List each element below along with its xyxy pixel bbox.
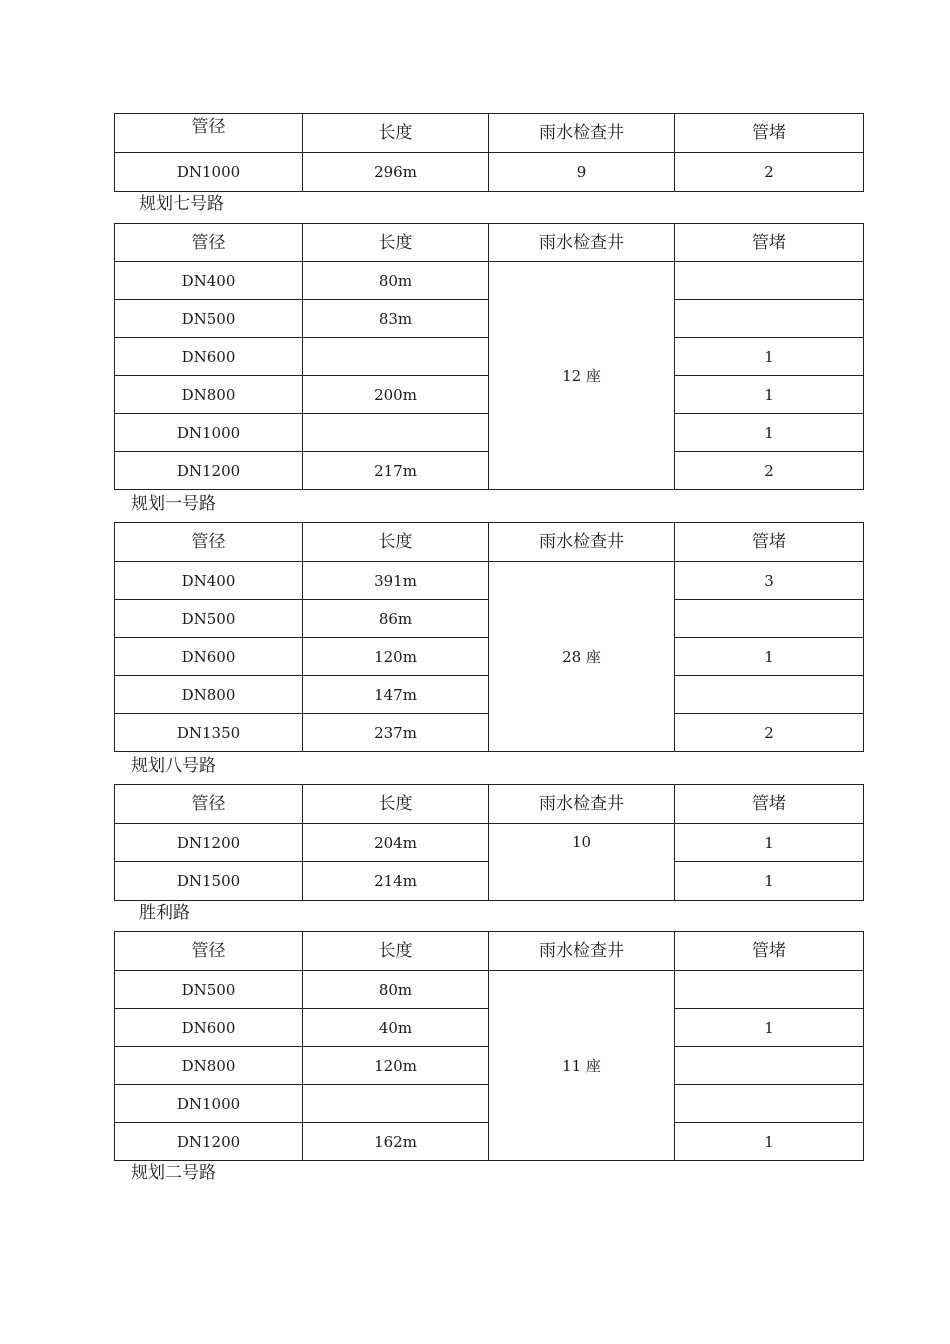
cell-plug [675, 1085, 864, 1123]
header-manhole: 雨水检查井 [489, 114, 675, 153]
cell-diameter: DN500 [115, 600, 303, 638]
cell-length: 204m [303, 824, 489, 862]
header-plug: 管堵 [675, 224, 864, 262]
table-row [115, 562, 864, 600]
cell-manhole [489, 824, 675, 901]
table-row [115, 262, 864, 300]
road-caption: 规划一号路 [131, 494, 216, 514]
road-caption: 规划二号路 [131, 1163, 216, 1183]
header-length: 长度 [303, 785, 489, 824]
cell-length: 296m [303, 153, 489, 192]
table-header-row [115, 785, 864, 824]
cell-manhole: 12 座 [489, 262, 675, 490]
cell-plug [675, 1047, 864, 1085]
header-plug: 管堵 [675, 932, 864, 971]
table-header-row [115, 224, 864, 262]
cell-plug [675, 300, 864, 338]
cell-length: 217m [303, 452, 489, 490]
cell-plug [675, 971, 864, 1009]
cell-length: 40m [303, 1009, 489, 1047]
manhole-count: 10 [571, 833, 592, 851]
cell-plug: 1 [675, 414, 864, 452]
header-plug: 管堵 [675, 523, 864, 562]
cell-length: 162m [303, 1123, 489, 1161]
table-row [115, 824, 864, 862]
header-plug: 管堵 [675, 785, 864, 824]
cell-length: 86m [303, 600, 489, 638]
cell-plug: 1 [675, 376, 864, 414]
cell-diameter: DN600 [115, 638, 303, 676]
cell-manhole: 9 [489, 153, 675, 192]
cell-plug: 2 [675, 153, 864, 192]
header-manhole: 雨水检查井 [489, 523, 675, 562]
cell-diameter: DN600 [115, 1009, 303, 1047]
table-header-row [115, 114, 864, 153]
cell-length: 147m [303, 676, 489, 714]
cell-diameter: DN1200 [115, 824, 303, 862]
header-manhole: 雨水检查井 [489, 785, 675, 824]
table-row [115, 153, 864, 192]
cell-length: 200m [303, 376, 489, 414]
header-manhole: 雨水检查井 [489, 932, 675, 971]
cell-plug: 2 [675, 452, 864, 490]
cell-plug: 1 [675, 1009, 864, 1047]
cell-length: 237m [303, 714, 489, 752]
cell-diameter: DN800 [115, 376, 303, 414]
cell-diameter: DN800 [115, 676, 303, 714]
cell-manhole: 11 座 [489, 971, 675, 1161]
cell-plug: 1 [675, 862, 864, 901]
cell-length [303, 414, 489, 452]
road-caption: 规划七号路 [139, 194, 224, 214]
table-header-row [115, 932, 864, 971]
header-diameter: 管径 [115, 523, 303, 562]
cell-length [303, 1085, 489, 1123]
cell-diameter: DN1200 [115, 452, 303, 490]
header-diameter: 管径 [115, 932, 303, 971]
header-plug: 管堵 [675, 114, 864, 153]
cell-diameter: DN1200 [115, 1123, 303, 1161]
cell-diameter: DN400 [115, 262, 303, 300]
pipe-table-4 [114, 784, 864, 901]
cell-diameter: DN1000 [115, 1085, 303, 1123]
header-diameter: 管径 [115, 114, 303, 153]
pipe-table-1 [114, 113, 864, 192]
cell-plug [675, 600, 864, 638]
table-row [115, 971, 864, 1009]
header-length: 长度 [303, 114, 489, 153]
header-length: 长度 [303, 932, 489, 971]
cell-plug: 3 [675, 562, 864, 600]
cell-length: 120m [303, 1047, 489, 1085]
cell-diameter: DN1500 [115, 862, 303, 901]
cell-length: 214m [303, 862, 489, 901]
cell-length: 391m [303, 562, 489, 600]
cell-plug: 1 [675, 824, 864, 862]
cell-diameter: DN600 [115, 338, 303, 376]
table-header-row [115, 523, 864, 562]
cell-diameter: DN800 [115, 1047, 303, 1085]
cell-length: 120m [303, 638, 489, 676]
cell-manhole: 28 座 [489, 562, 675, 752]
road-caption: 胜利路 [139, 903, 190, 923]
pipe-table-5 [114, 931, 864, 1161]
pipe-table-2 [114, 223, 864, 490]
cell-diameter: DN500 [115, 300, 303, 338]
cell-length: 80m [303, 971, 489, 1009]
cell-length [303, 338, 489, 376]
header-diameter: 管径 [115, 785, 303, 824]
cell-plug: 1 [675, 338, 864, 376]
header-length: 长度 [303, 523, 489, 562]
cell-length: 83m [303, 300, 489, 338]
road-caption: 规划八号路 [131, 756, 216, 776]
cell-diameter: DN1000 [115, 153, 303, 192]
cell-diameter: DN400 [115, 562, 303, 600]
cell-diameter: DN1000 [115, 414, 303, 452]
cell-length: 80m [303, 262, 489, 300]
header-manhole: 雨水检查井 [489, 224, 675, 262]
cell-plug: 1 [675, 638, 864, 676]
cell-diameter: DN1350 [115, 714, 303, 752]
pipe-table-3 [114, 522, 864, 752]
cell-diameter: DN500 [115, 971, 303, 1009]
header-length: 长度 [303, 224, 489, 262]
cell-plug [675, 262, 864, 300]
cell-plug [675, 676, 864, 714]
header-diameter: 管径 [115, 224, 303, 262]
cell-plug: 2 [675, 714, 864, 752]
cell-plug: 1 [675, 1123, 864, 1161]
